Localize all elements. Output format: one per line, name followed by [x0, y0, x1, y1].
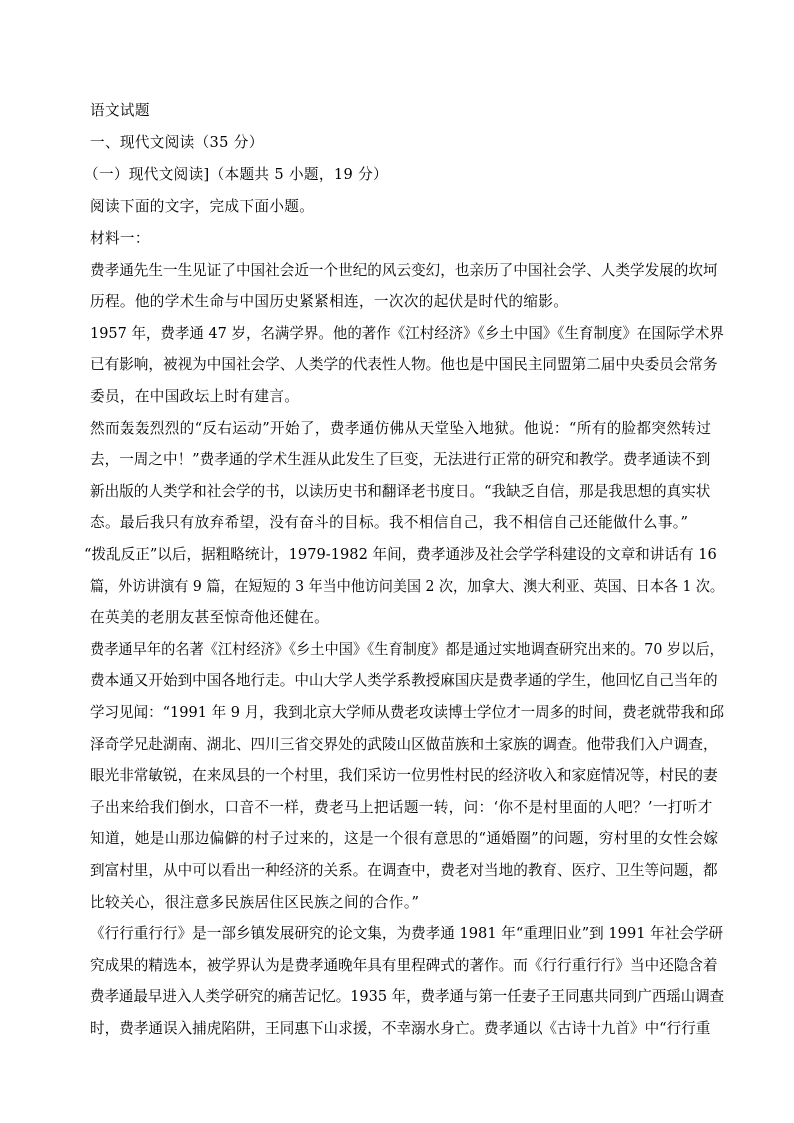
- body-line: 费孝通早年的名著《江村经济》《乡土中国》《生育制度》都是通过实地调查研究出来的。70 岁以后，: [90, 641, 724, 658]
- section-heading: 一、现代文阅读（35 分）: [90, 134, 264, 151]
- subsection-heading: （一）现代文阅读]（本题共 5 小题，19 分）: [84, 166, 388, 183]
- body-line: 已有影响，被视为中国社会学、人类学的代表性人物。他也是中国民主同盟第二届中央委员会常务: [90, 356, 718, 373]
- instruction-text: 阅读下面的文字，完成下面小题。: [90, 198, 315, 215]
- body-line: 费本通又开始到中国各地行走。中山大学人类学系教授麻国庆是费孝通的学生，他回忆自己当年的: [90, 672, 718, 689]
- body-line: 知道，她是山那边偏僻的村子过来的，这是一个很有意思的“通婚圈”的问题，穷村里的女性会嫁: [90, 830, 719, 847]
- body-line: “拨乱反正”以后，据粗略统计，1979-1982 年间，费孝通涉及社会学学科建设的文章和讲话有 16: [84, 546, 717, 563]
- body-line: 新出版的人类学和社会学的书，以读历史书和翻译老书度日。“我缺乏自信，那是我思想的真实状: [90, 483, 711, 500]
- body-line: 1957 年，费孝通 47 岁，名满学界。他的著作《江村经济》《乡土中国》《生育制度》在国际学术界: [90, 325, 724, 342]
- body-line: 眼光非常敏锐，在来凤县的一个村里，我们采访一位男性村民的经济收入和家庭情况等，村民的妻: [90, 767, 718, 784]
- body-line: 然而轰轰烈烈的“反右运动”开始了，费孝通仿佛从天堂坠入地狱。他说：“所有的脸都突然转过: [90, 420, 712, 437]
- material-label: 材料一：: [90, 230, 150, 247]
- body-line: 学习见闻：“1991 年 9 月，我到北京大学师从费老攻读博士学位才一周多的时间，费老就带我和邱: [90, 704, 724, 721]
- body-line: 篇，外访讲演有 9 篇，在短短的 3 年当中他访问美国 2 次，加拿大、澳大利亚、英国、日本各 1 次。: [90, 578, 724, 595]
- body-line: 时，费孝通误入捕虎陷阱，王同惠下山求援，不幸溺水身亡。费孝通以《古诗十九首》中“行行重: [90, 1020, 711, 1037]
- body-line: 委员，在中国政坛上时有建言。: [90, 388, 300, 405]
- body-line: 在英美的老朋友甚至惊奇他还健在。: [90, 609, 330, 626]
- body-line: 究成果的精选本，被学界认为是费孝通晚年具有里程碑式的著作。而《行行重行行》当中还隐含着: [90, 957, 718, 974]
- body-line: 历程。他的学术生命与中国历史紧紧相连，一次次的起伏是时代的缩影。: [90, 293, 569, 310]
- body-line: 费孝通最早进入人类学研究的痛苦记忆。1935 年，费孝通与第一任妻子王同惠共同到广西瑶山调查: [90, 988, 725, 1005]
- body-line: 态。最后我只有放弃希望，没有奋斗的目标。我不相信自己，我不相信自己还能做什么事。”: [90, 514, 689, 531]
- body-line: 《行行重行行》是一部乡镇发展研究的论文集，为费孝通 1981 年“重理旧业”到 1991 年社会学研: [90, 925, 724, 942]
- doc-title: 语文试题: [90, 102, 150, 119]
- body-line: 泽奇学兄赴湖南、湖北、四川三省交界处的武陵山区做苗族和土家族的调查。他带我们入户调查，: [90, 736, 718, 753]
- body-line: 到富村里，从中可以看出一种经济的关系。在调查中，费老对当地的教育、医疗、卫生等问题，都: [90, 862, 718, 879]
- body-line: 子出来给我们倒水，口音不一样，费老马上把话题一转，问：‘你不是村里面的人吧？’一打听才: [90, 799, 713, 816]
- body-line: 费孝通先生一生见证了中国社会近一个世纪的风云变幻，也亲历了中国社会学、人类学发展的坎坷: [90, 262, 718, 279]
- body-line: 去，一周之中！”费孝通的学术生涯从此发生了巨变，无法进行正常的研究和教学。费孝通读不到: [90, 451, 711, 468]
- body-line: 比较关心，很注意多民族居住区民族之间的合作。”: [90, 894, 420, 911]
